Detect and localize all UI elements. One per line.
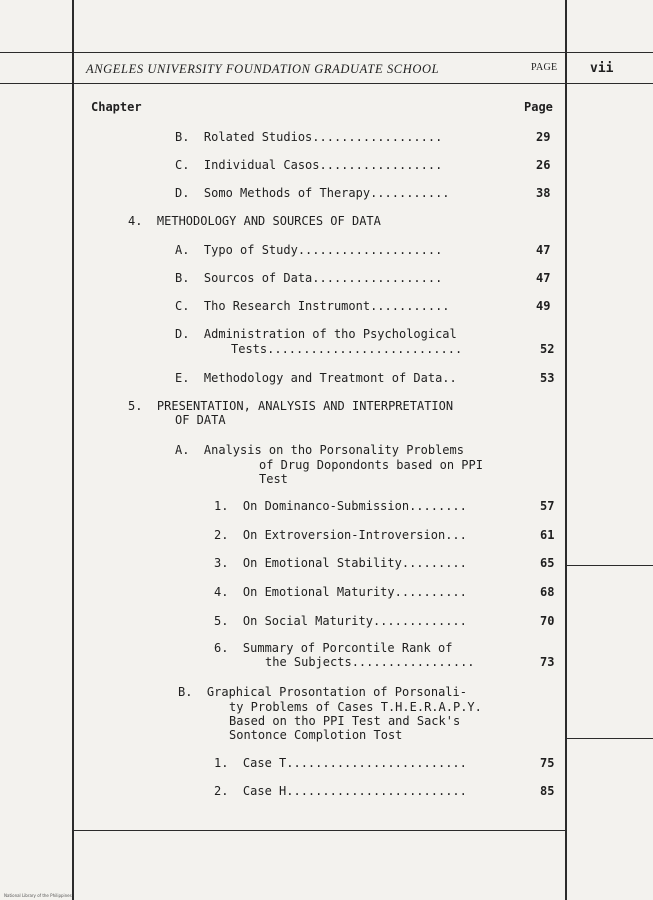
toc-subentry-continuation: the Subjects................. bbox=[265, 655, 475, 669]
school-name: ANGELES UNIVERSITY FOUNDATION GRADUATE SCHOOL bbox=[86, 62, 440, 76]
toc-entry: D. Somo Methods of Therapy........... bbox=[175, 186, 450, 200]
toc-section-heading: 5. PRESENTATION, ANALYSIS AND INTERPRETATION bbox=[128, 399, 454, 413]
toc-page-number: 73 bbox=[540, 655, 555, 669]
toc-page-number: 85 bbox=[540, 784, 555, 798]
toc-subentry: 4. On Emotional Maturity.......... bbox=[214, 585, 467, 599]
toc-entry: B. Rolated Studios.................. bbox=[175, 130, 443, 144]
toc-entry-continuation: Based on tho PPI Test and Sack's bbox=[229, 714, 461, 728]
toc-entry: A. Typo of Study.................... bbox=[175, 243, 443, 257]
footer-rule bbox=[72, 830, 565, 831]
toc-subentry: 1. Case T......................... bbox=[214, 756, 467, 770]
toc-entry: A. Analysis on tho Porsonality Problems bbox=[175, 443, 464, 457]
toc-page-number: 47 bbox=[536, 271, 551, 285]
toc-entry: B. Graphical Prosontation of Porsonali- bbox=[178, 685, 467, 699]
toc-subentry: 6. Summary of Porcontile Rank of bbox=[214, 641, 453, 655]
toc-subentry: 5. On Social Maturity............. bbox=[214, 614, 467, 628]
toc-page-number: 75 bbox=[540, 756, 555, 770]
toc-page-number: 65 bbox=[540, 556, 555, 570]
toc-entry: C. Tho Research Instrumont........... bbox=[175, 299, 450, 313]
toc-entry: C. Individual Casos................. bbox=[175, 158, 443, 172]
toc-subentry: 1. On Dominanco-Submission........ bbox=[214, 499, 467, 513]
scan-footer-note: National Library of the Philippines bbox=[4, 893, 72, 898]
toc-subentry: 2. On Extroversion-Introversion... bbox=[214, 528, 467, 542]
toc-page-number: 68 bbox=[540, 585, 555, 599]
toc-entry-continuation: Test bbox=[259, 472, 288, 486]
toc-page-number: 52 bbox=[540, 342, 555, 356]
toc-subentry: 3. On Emotional Stability......... bbox=[214, 556, 467, 570]
toc-page-number: 53 bbox=[540, 371, 555, 385]
right-margin-line bbox=[565, 0, 567, 900]
toc-entry-continuation: Tests........................... bbox=[231, 342, 463, 356]
toc-subentry: 2. Case H......................... bbox=[214, 784, 467, 798]
toc-page-number: 61 bbox=[540, 528, 555, 542]
toc-page-number: 38 bbox=[536, 186, 551, 200]
toc-page-number: 47 bbox=[536, 243, 551, 257]
header-top-rule bbox=[0, 52, 653, 53]
right-tick-2 bbox=[565, 738, 653, 739]
toc-section-heading: 4. METHODOLOGY AND SOURCES OF DATA bbox=[128, 214, 381, 228]
roman-page-number: vii bbox=[590, 61, 614, 76]
left-margin-line bbox=[72, 0, 74, 900]
toc-page-number: 29 bbox=[536, 130, 551, 144]
toc-entry: D. Administration of tho Psychological bbox=[175, 327, 457, 341]
toc-section-heading-continuation: OF DATA bbox=[175, 413, 226, 427]
toc-entry: B. Sourcos of Data.................. bbox=[175, 271, 443, 285]
chapter-column-label: Chapter bbox=[91, 100, 142, 114]
toc-page-number: 49 bbox=[536, 299, 551, 313]
toc-entry-continuation: of Drug Dopondonts based on PPI bbox=[259, 458, 483, 472]
toc-page-number: 26 bbox=[536, 158, 551, 172]
page-column-label: Page bbox=[524, 100, 553, 114]
toc-entry: E. Methodology and Treatmont of Data.. bbox=[175, 371, 457, 385]
toc-page-number: 70 bbox=[540, 614, 555, 628]
header-bottom-rule bbox=[0, 83, 653, 84]
header-page-label: PAGE bbox=[531, 62, 558, 73]
toc-entry-continuation: Sontonce Complotion Tost bbox=[229, 728, 403, 742]
toc-entry-continuation: ty Problems of Cases T.H.E.R.A.P.Y. bbox=[229, 700, 482, 714]
right-tick-1 bbox=[565, 565, 653, 566]
toc-page-number: 57 bbox=[540, 499, 555, 513]
